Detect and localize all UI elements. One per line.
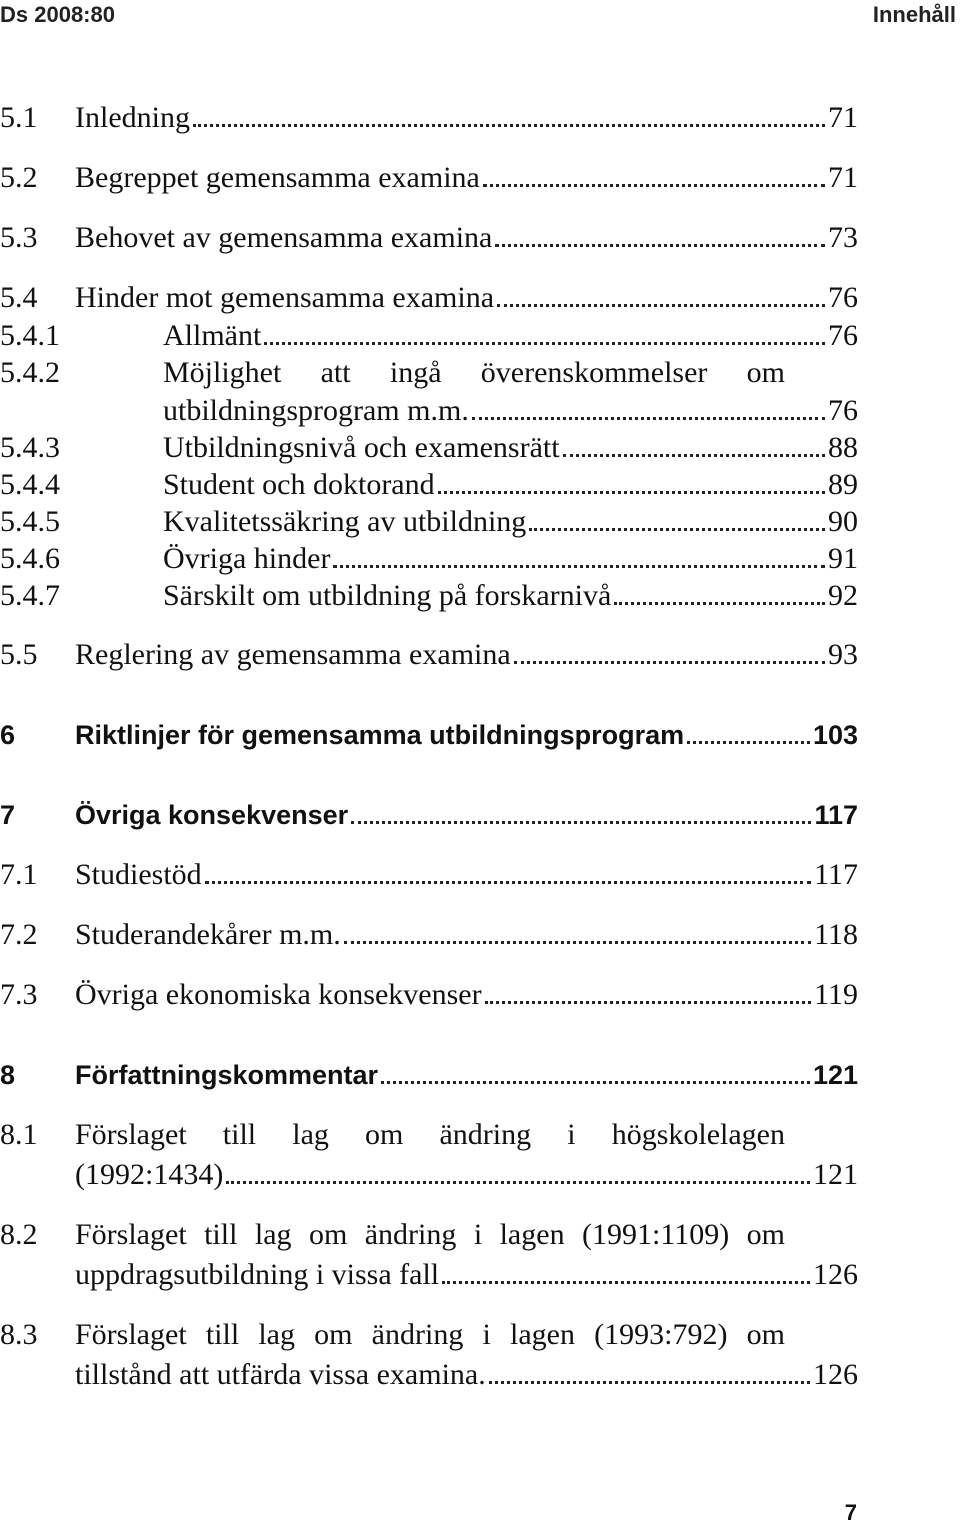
- toc-entry-page: 73: [828, 221, 858, 254]
- toc-entry-page: 92: [828, 579, 858, 612]
- dot-leader: [333, 565, 825, 568]
- toc-entry-page: 126: [813, 1358, 858, 1391]
- toc-entry-page: 117: [814, 858, 858, 891]
- toc-entry-title: Behovet av gemensamma examina: [75, 221, 493, 254]
- toc-entry-8-3-cont[interactable]: [75, 1357, 858, 1393]
- toc-entry-5-4[interactable]: [0, 280, 858, 316]
- toc-entry-8-1[interactable]: [0, 1117, 858, 1153]
- dot-leader: [495, 244, 825, 247]
- toc-entry-number: 5.4.4: [0, 468, 60, 501]
- toc-entry-5-4-2[interactable]: [0, 355, 858, 391]
- toc-chapter-page: 103: [812, 720, 858, 750]
- dot-leader: [226, 1181, 810, 1184]
- toc-entry-number: 5.4.7: [0, 579, 60, 612]
- toc-entry-number: 5.2: [0, 161, 38, 194]
- toc-entry-page: 118: [814, 918, 858, 951]
- toc-entry-page: 126: [813, 1258, 858, 1291]
- toc-entry-number: 8.3: [0, 1318, 38, 1351]
- dot-leader: [193, 124, 825, 127]
- toc-entry-5-3[interactable]: [0, 220, 858, 256]
- dot-leader: [563, 454, 825, 457]
- toc-entry-title: uppdragsutbildning i vissa fall: [75, 1258, 440, 1291]
- toc-entry-number: 5.1: [0, 101, 38, 134]
- dot-leader: [381, 1081, 810, 1084]
- toc-entry-5-1[interactable]: [0, 100, 858, 136]
- toc-chapter-number: 7: [0, 800, 16, 830]
- toc-entry-page: 76: [828, 319, 858, 352]
- toc-entry-page: 93: [828, 638, 858, 671]
- dot-leader: [344, 941, 811, 944]
- dot-leader: [497, 304, 825, 307]
- toc-entry-page: 91: [828, 542, 858, 575]
- toc-chapter-number: 8: [0, 1060, 16, 1090]
- toc-entry-number: 5.4.2: [0, 356, 60, 389]
- toc-entry-title-line1: Möjlighet att ingå överenskommelser om: [163, 356, 785, 389]
- toc-entry-page: 88: [828, 431, 858, 464]
- running-header-right: Innehåll: [872, 2, 956, 27]
- toc-entry-5-4-7[interactable]: [0, 578, 858, 614]
- toc-entry-title-line1: Förslaget till lag om ändring i lagen (1991:1109) om: [75, 1218, 785, 1251]
- toc-entry-5-4-6[interactable]: [0, 541, 858, 577]
- dot-leader: [485, 1001, 812, 1004]
- toc-entry-8-2[interactable]: [0, 1217, 858, 1253]
- toc-entry-5-5[interactable]: [0, 637, 858, 673]
- toc-entry-number: 5.3: [0, 221, 38, 254]
- toc-entry-title-line1: Förslaget till lag om ändring i lagen (1993:792) om: [75, 1318, 785, 1351]
- toc-entry-8-3[interactable]: [0, 1317, 858, 1353]
- toc-entry-5-4-1[interactable]: [0, 318, 858, 354]
- dot-leader: [442, 1281, 810, 1284]
- toc-entry-number: 8.2: [0, 1218, 38, 1251]
- toc-entry-page: 121: [813, 1158, 858, 1191]
- toc-entry-number: 5.4.6: [0, 542, 60, 575]
- toc-entry-number: 5.4.5: [0, 505, 60, 538]
- dot-leader: [351, 821, 811, 824]
- toc-entry-title: Övriga hinder: [163, 542, 331, 575]
- dot-leader: [205, 881, 811, 884]
- toc-entry-title: Övriga ekonomiska konsekvenser: [75, 978, 482, 1011]
- toc-chapter-8[interactable]: [0, 1057, 858, 1093]
- toc-entry-page: 89: [828, 468, 858, 501]
- toc-entry-title: Utbildningsnivå och examensrätt: [163, 431, 560, 464]
- toc-entry-title: Studerandekårer m.m.: [75, 918, 341, 951]
- dot-leader: [483, 184, 825, 187]
- toc-chapter-page: 121: [812, 1060, 858, 1090]
- toc-entry-number: 5.5: [0, 638, 38, 671]
- dot-leader: [472, 417, 825, 420]
- toc-entry-page: 90: [828, 505, 858, 538]
- toc-entry-5-2[interactable]: [0, 160, 858, 196]
- toc-entry-7-2[interactable]: [0, 917, 858, 953]
- toc-entry-7-1[interactable]: [0, 857, 858, 893]
- dot-leader: [529, 528, 825, 531]
- toc-entry-number: 7.3: [0, 978, 38, 1011]
- toc-entry-title: Kvalitetssäkring av utbildning: [163, 505, 527, 538]
- toc-entry-page: 119: [814, 978, 858, 1011]
- toc-entry-5-4-3[interactable]: [0, 430, 858, 466]
- toc-entry-8-1-cont[interactable]: [75, 1157, 858, 1193]
- dot-leader: [438, 491, 825, 494]
- toc-chapter-title: Riktlinjer för gemensamma utbildningsprogram: [75, 720, 685, 750]
- toc-chapter-number: 6: [0, 720, 16, 750]
- toc-entry-title: Reglering av gemensamma examina: [75, 638, 511, 671]
- toc-entry-number: 7.2: [0, 918, 38, 951]
- toc-entry-number: 5.4.1: [0, 319, 60, 352]
- dot-leader: [489, 1381, 810, 1384]
- toc-chapter-page: 117: [814, 800, 858, 830]
- toc-entry-title: Student och doktorand: [163, 468, 435, 501]
- toc-entry-number: 8.1: [0, 1118, 38, 1151]
- toc-chapter-6[interactable]: [0, 717, 858, 753]
- toc-entry-title: Allmänt: [163, 319, 262, 352]
- dot-leader: [614, 602, 825, 605]
- toc-chapter-title: Författningskommentar: [75, 1060, 379, 1090]
- toc-chapter-title: Övriga konsekvenser: [75, 800, 349, 830]
- toc-entry-5-4-5[interactable]: [0, 504, 858, 540]
- toc-entry-number: 5.4.3: [0, 431, 60, 464]
- toc-entry-8-2-cont[interactable]: [75, 1257, 858, 1293]
- toc-chapter-7[interactable]: [0, 797, 858, 833]
- toc-entry-page: 71: [828, 101, 858, 134]
- toc-entry-title: Begreppet gemensamma examina: [75, 161, 480, 194]
- toc-entry-7-3[interactable]: [0, 977, 858, 1013]
- toc-entry-page: 76: [828, 281, 858, 314]
- toc-entry-number: 7.1: [0, 858, 38, 891]
- toc-entry-title-line1: Förslaget till lag om ändring i högskolelagen: [75, 1118, 785, 1151]
- toc-entry-5-4-2-cont[interactable]: [163, 393, 858, 429]
- page-number: 7: [844, 1500, 857, 1525]
- dot-leader: [514, 661, 825, 664]
- toc-entry-title: Inledning: [75, 101, 190, 134]
- toc-entry-title: Studiestöd: [75, 858, 202, 891]
- toc-entry-title: Hinder mot gemensamma examina: [75, 281, 495, 314]
- toc-entry-5-4-4[interactable]: [0, 467, 858, 503]
- toc-entry-title: (1992:1434): [75, 1158, 224, 1191]
- toc-entry-number: 5.4: [0, 281, 38, 314]
- dot-leader: [264, 342, 825, 345]
- toc-entry-page: 71: [828, 161, 858, 194]
- toc-entry-page: 76: [828, 394, 858, 427]
- toc-entry-title: tillstånd att utfärda vissa examina.: [75, 1358, 486, 1391]
- toc-entry-title: Särskilt om utbildning på forskarnivå: [163, 579, 612, 612]
- toc-entry-title: utbildningsprogram m.m.: [163, 394, 469, 427]
- running-header-left: Ds 2008:80: [0, 2, 115, 27]
- dot-leader: [687, 741, 810, 744]
